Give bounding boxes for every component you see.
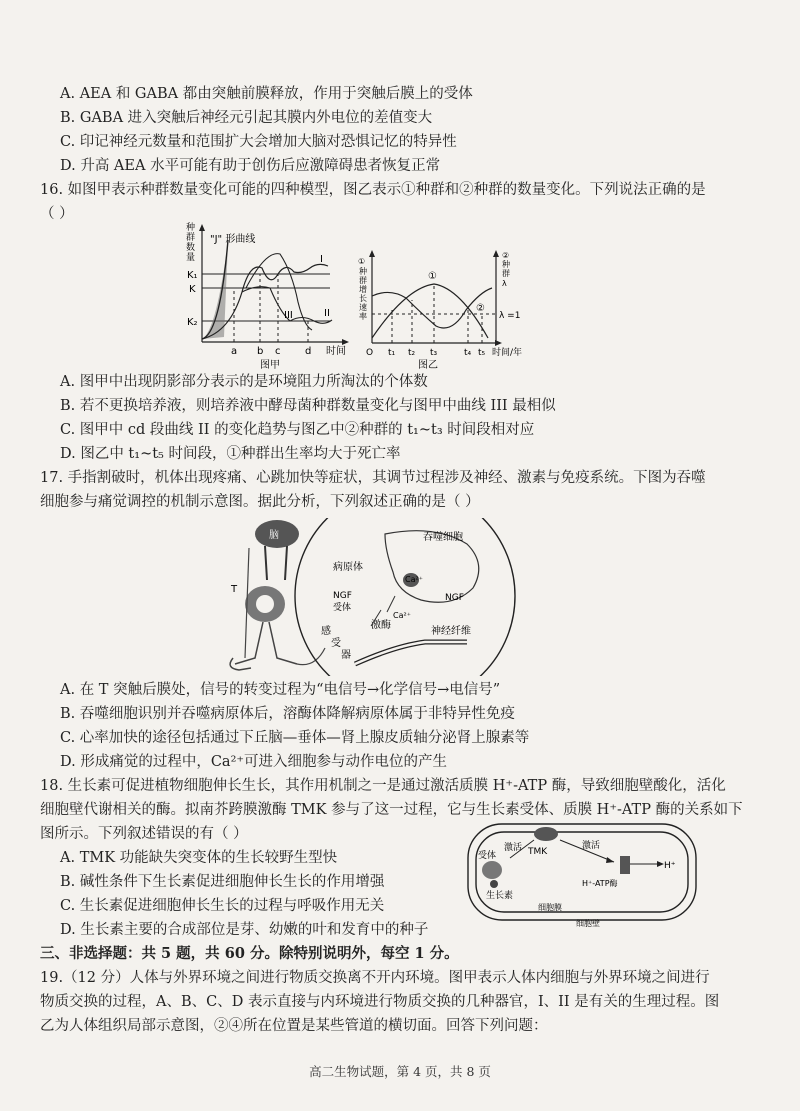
- fig-jia-tick-d: d: [305, 346, 312, 357]
- fig-yi-ylabel-right-4: λ: [502, 279, 507, 288]
- fig-jia-ylabel-3: 数: [186, 243, 196, 253]
- q17-label-ngf-1: NGF: [445, 593, 464, 603]
- fig-jia-j-label: "J" 形曲线: [210, 234, 256, 245]
- fig-yi-ylabel-left-4: 增: [359, 285, 367, 294]
- q19-line-2: 物质交换的过程，A、B、C、D 表示直接与内环境进行物质交换的几种器官，I、II 是有关的生理过程。图: [40, 994, 720, 1010]
- q17-label-qi: 器: [341, 650, 351, 661]
- q18-label-h-atpase: H⁺-ATP酶: [582, 879, 618, 888]
- q18-label-tmk: TMK: [528, 847, 548, 857]
- fig-yi-tick-t2: t₂: [408, 348, 416, 358]
- q17-label-phagocyte: 吞噬细胞: [423, 532, 463, 543]
- figure-jia: [180, 222, 355, 370]
- fig-yi-ylabel-left-6: 速: [359, 303, 367, 312]
- q17-label-shou: 受: [331, 638, 341, 649]
- q15-option-b: B. GABA 进入突触后神经元引起其膜内外电位的差值变大: [60, 110, 433, 126]
- q17-option-c: C. 心率加快的途径包括通过下丘脑—垂体—肾上腺皮质轴分泌肾上腺素等: [60, 730, 530, 746]
- q16-option-d: D. 图乙中 t₁~t₅ 时间段，①种群出生率均大于死亡率: [60, 446, 401, 462]
- q18-stem-2: 细胞壁代谢相关的酶。拟南芥跨膜激酶 TMK 参与了这一过程，它与生长素受体、质膜 H⁺-ATP 酶的关系如下: [40, 802, 743, 818]
- q18-label-auxin: 生长素: [486, 891, 514, 901]
- q17-label-ca-2: Ca²⁺: [393, 611, 411, 620]
- q17-label-ca-1: Ca²⁺: [405, 575, 423, 584]
- figure-yi: [356, 248, 536, 370]
- fig-jia-tick-a: a: [231, 346, 238, 357]
- q18-option-c: C. 生长素促进细胞伸长生长的过程与呼吸作用无关: [60, 898, 385, 914]
- fig-jia-ylabel-4: 量: [186, 253, 196, 263]
- fig-jia-curve-ii: II: [324, 308, 330, 319]
- q16-option-b: B. 若不更换培养液，则培养液中酵母菌种群数量变化与图甲中曲线 III 最相似: [60, 398, 556, 414]
- q17-label-ngf-2: NGF: [333, 591, 352, 601]
- fig-jia-ylabel-2: 群: [186, 233, 196, 243]
- q18-label-activate-2: 激活: [582, 841, 601, 851]
- q16-stem-bracket: （ ）: [40, 206, 74, 222]
- q17-option-d: D. 形成痛觉的过程中，Ca²⁺可进入细胞参与动作电位的产生: [60, 754, 448, 770]
- figure-q17: [205, 518, 595, 676]
- fig-yi-tick-t5: t₅: [478, 348, 486, 358]
- fig-yi-ylabel-left-7: 率: [359, 312, 367, 321]
- q15-option-a: A. AEA 和 GABA 都由突触前膜释放，作用于突触后膜上的受体: [60, 86, 473, 102]
- q18-label-membrane: 细胞膜: [538, 903, 562, 912]
- fig-yi-tick-t3: t₃: [430, 348, 438, 358]
- q17-stem: 17. 手指割破时，机体出现疼痛、心跳加快等症状，其调节过程涉及神经、激素与免疫系统。下图为吞噬: [40, 470, 706, 486]
- q17-label-nerve-fiber: 神经纤维: [431, 626, 471, 637]
- fig-yi-ylabel-right-3: 群: [502, 269, 510, 278]
- q18-label-h-plus: H⁺: [664, 861, 676, 871]
- q17-label-receptor: 受体: [333, 603, 352, 613]
- fig-jia-xaxis: 时间: [326, 346, 346, 357]
- fig-yi-lambda: λ =1: [499, 311, 521, 321]
- fig-yi-xaxis: 时间/年: [492, 348, 523, 358]
- q17-brain-label: 脑: [269, 530, 279, 541]
- fig-yi-tick-t1: t₁: [388, 348, 396, 358]
- page-footer: 高二生物试题，第 4 页，共 8 页: [309, 1064, 491, 1079]
- fig-yi-ylabel-right-2: 种: [502, 260, 510, 269]
- fig-yi-ylabel-left-2: 种: [359, 267, 367, 276]
- q18-option-a: A. TMK 功能缺失突变体的生长较野生型快: [60, 850, 338, 866]
- q15-option-c: C. 印记神经元数量和范围扩大会增加大脑对恐惧记忆的特异性: [60, 134, 457, 150]
- fig-jia-ylabel-1: 种: [186, 223, 196, 233]
- fig-jia-curve-iii: III: [284, 310, 293, 321]
- fig-jia-caption: 图甲: [260, 360, 280, 370]
- q18-label-wall: 细胞壁: [576, 919, 600, 928]
- q18-label-activate-1: 激活: [504, 843, 523, 853]
- fig-yi-ylabel-left-5: 长: [359, 294, 367, 303]
- figure-q18: [464, 820, 704, 928]
- q18-stem-1: 18. 生长素可促进植物细胞伸长生长，其作用机制之一是通过激活质膜 H⁺-ATP 酶，导致细胞壁酸化，活化: [40, 778, 726, 794]
- q18-stem-3: 图所示。下列叙述错误的有（ ）: [40, 826, 248, 842]
- fig-jia-tick-k1: K₁: [187, 270, 198, 281]
- fig-jia-tick-c: c: [275, 346, 281, 357]
- q16-option-a: A. 图甲中出现阴影部分表示的是环境阻力所淘汰的个体数: [60, 374, 428, 390]
- q16-option-c: C. 图甲中 cd 段曲线 II 的变化趋势与图乙中②种群的 t₁~t₃ 时间段相对应: [60, 422, 535, 438]
- q17-label-gan: 感: [321, 626, 331, 637]
- q17-stem-2: 细胞参与痛觉调控的机制示意图。据此分析，下列叙述正确的是（ ）: [40, 494, 480, 510]
- q18-label-receptor: 受体: [478, 851, 497, 861]
- q19-line-1: 19.（12 分）人体与外界环境之间进行物质交换离不开内环境。图甲表示人体内细胞与外界环境之间进行: [40, 970, 710, 986]
- section-title: 三、非选择题：共 5 题，共 60 分。除特别说明外，每空 1 分。: [40, 945, 459, 962]
- q17-t-label: T: [231, 584, 238, 595]
- q18-option-d: D. 生长素主要的合成部位是芽、幼嫩的叶和发育中的种子: [60, 922, 429, 938]
- fig-jia-tick-k2: K₂: [187, 317, 198, 328]
- fig-yi-mark-1: ①: [428, 271, 437, 282]
- q19-line-3: 乙为人体组织局部示意图，②④所在位置是某些管道的横切面。回答下列问题：: [40, 1018, 548, 1034]
- q16-stem: 16. 如图甲表示种群数量变化可能的四种模型，图乙表示①种群和②种群的数量变化。下列说法正确的是: [40, 182, 706, 198]
- q17-option-a: A. 在 T 突触后膜处，信号的转变过程为“电信号→化学信号→电信号”: [60, 682, 501, 698]
- fig-yi-ylabel-left-3: 群: [359, 276, 367, 285]
- fig-jia-tick-k: K: [189, 284, 196, 295]
- fig-yi-mark-2: ②: [476, 303, 485, 314]
- fig-yi-ylabel-left-1: ①: [358, 257, 366, 266]
- fig-yi-ylabel-right-1: ②: [502, 251, 510, 260]
- q17-label-pathogen: 病原体: [333, 562, 363, 573]
- fig-yi-tick-t4: t₄: [464, 348, 472, 358]
- fig-jia-curve-i: I: [320, 254, 323, 265]
- q17-option-b: B. 吞噬细胞识别并吞噬病原体后，溶酶体降解病原体属于非特异性免疫: [60, 706, 515, 722]
- q17-label-kinase: 激酶: [371, 620, 391, 631]
- fig-yi-tick-o: O: [366, 348, 374, 358]
- fig-jia-tick-b: b: [257, 346, 264, 357]
- q18-option-b: B. 碱性条件下生长素促进细胞伸长生长的作用增强: [60, 874, 385, 890]
- q15-option-d: D. 升高 AEA 水平可能有助于创伤后应激障碍患者恢复正常: [60, 158, 441, 174]
- fig-yi-caption: 图乙: [418, 360, 438, 370]
